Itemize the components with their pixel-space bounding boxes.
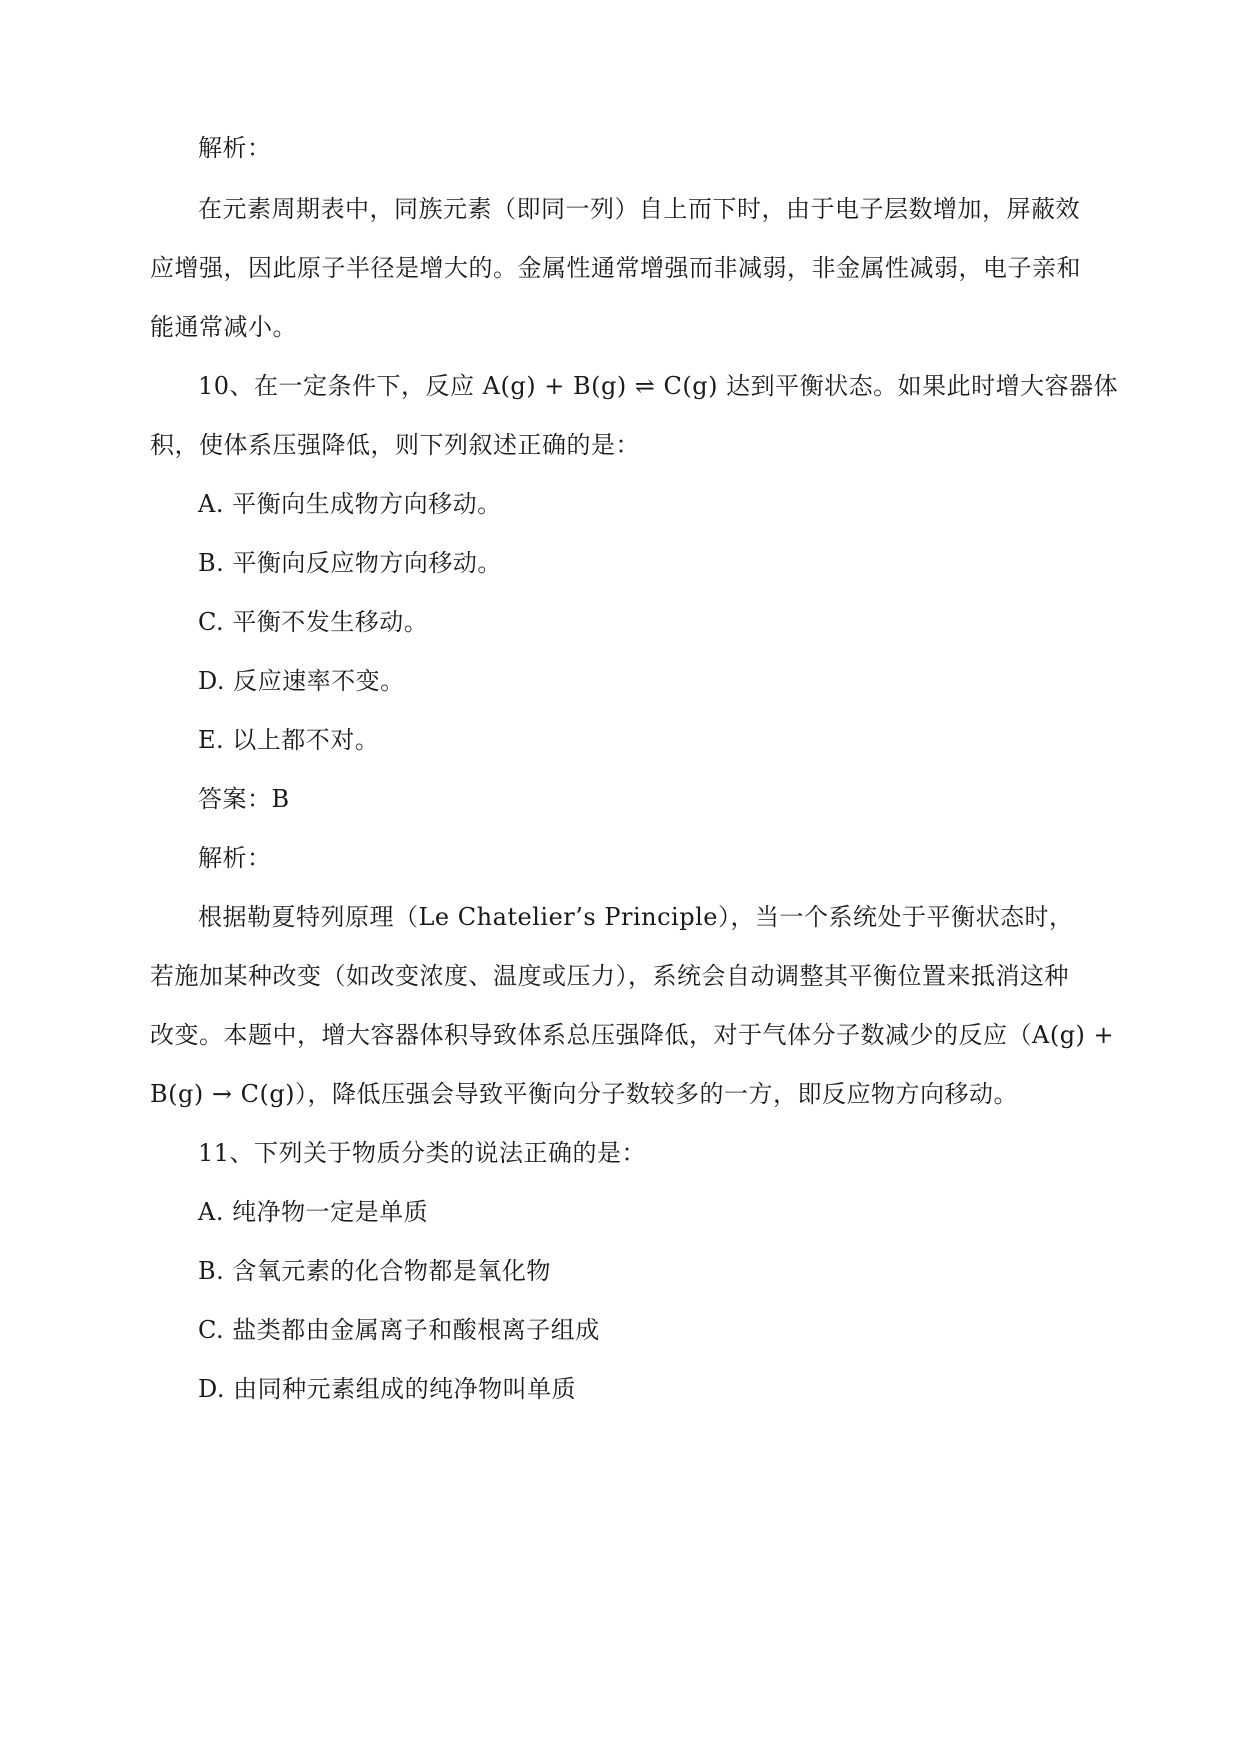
analysis-line: 根据勒夏特列原理（Le Chatelier’s Principle），当一个系统处于平衡状态时， bbox=[198, 903, 1074, 931]
question-stem: 11、下列关于物质分类的说法正确的是： bbox=[198, 1139, 647, 1167]
paragraph-line: 应增强，因此原子半径是增大的。金属性通常增强而非减弱，非金属性减弱，电子亲和 bbox=[150, 254, 1081, 282]
question-stem: 10、在一定条件下，反应 A(g) + B(g) ⇌ C(g) 达到平衡状态。如果此时增大容器体 bbox=[198, 372, 1119, 400]
option-d: D. 反应速率不变。 bbox=[198, 667, 405, 695]
option-c: C. 盐类都由金属离子和酸根离子组成 bbox=[198, 1316, 600, 1344]
option-b: B. 含氧元素的化合物都是氧化物 bbox=[198, 1257, 551, 1285]
analysis-label: 解析： bbox=[198, 844, 272, 872]
paragraph-line: 在元素周期表中，同族元素（即同一列）自上而下时，由于电子层数增加，屏蔽效 bbox=[198, 195, 1080, 223]
option-a: A. 平衡向生成物方向移动。 bbox=[198, 490, 502, 518]
option-d: D. 由同种元素组成的纯净物叫单质 bbox=[198, 1375, 577, 1403]
option-a: A. 纯净物一定是单质 bbox=[198, 1198, 429, 1226]
analysis-label: 解析： bbox=[198, 134, 272, 162]
paragraph-line: 能通常减小。 bbox=[150, 313, 297, 341]
option-b: B. 平衡向反应物方向移动。 bbox=[198, 549, 502, 577]
answer: 答案：B bbox=[198, 785, 290, 813]
analysis-line: B(g) → C(g)），降低压强会导致平衡向分子数较多的一方，即反应物方向移动。 bbox=[150, 1080, 1019, 1108]
analysis-line: 若施加某种改变（如改变浓度、温度或压力），系统会自动调整其平衡位置来抵消这种 bbox=[150, 962, 1069, 990]
question-stem: 积，使体系压强降低，则下列叙述正确的是： bbox=[150, 431, 640, 459]
option-c: C. 平衡不发生移动。 bbox=[198, 608, 429, 636]
option-e: E. 以上都不对。 bbox=[198, 726, 380, 754]
analysis-line: 改变。本题中，增大容器体积导致体系总压强降低，对于气体分子数减少的反应（A(g) + bbox=[150, 1021, 1115, 1049]
